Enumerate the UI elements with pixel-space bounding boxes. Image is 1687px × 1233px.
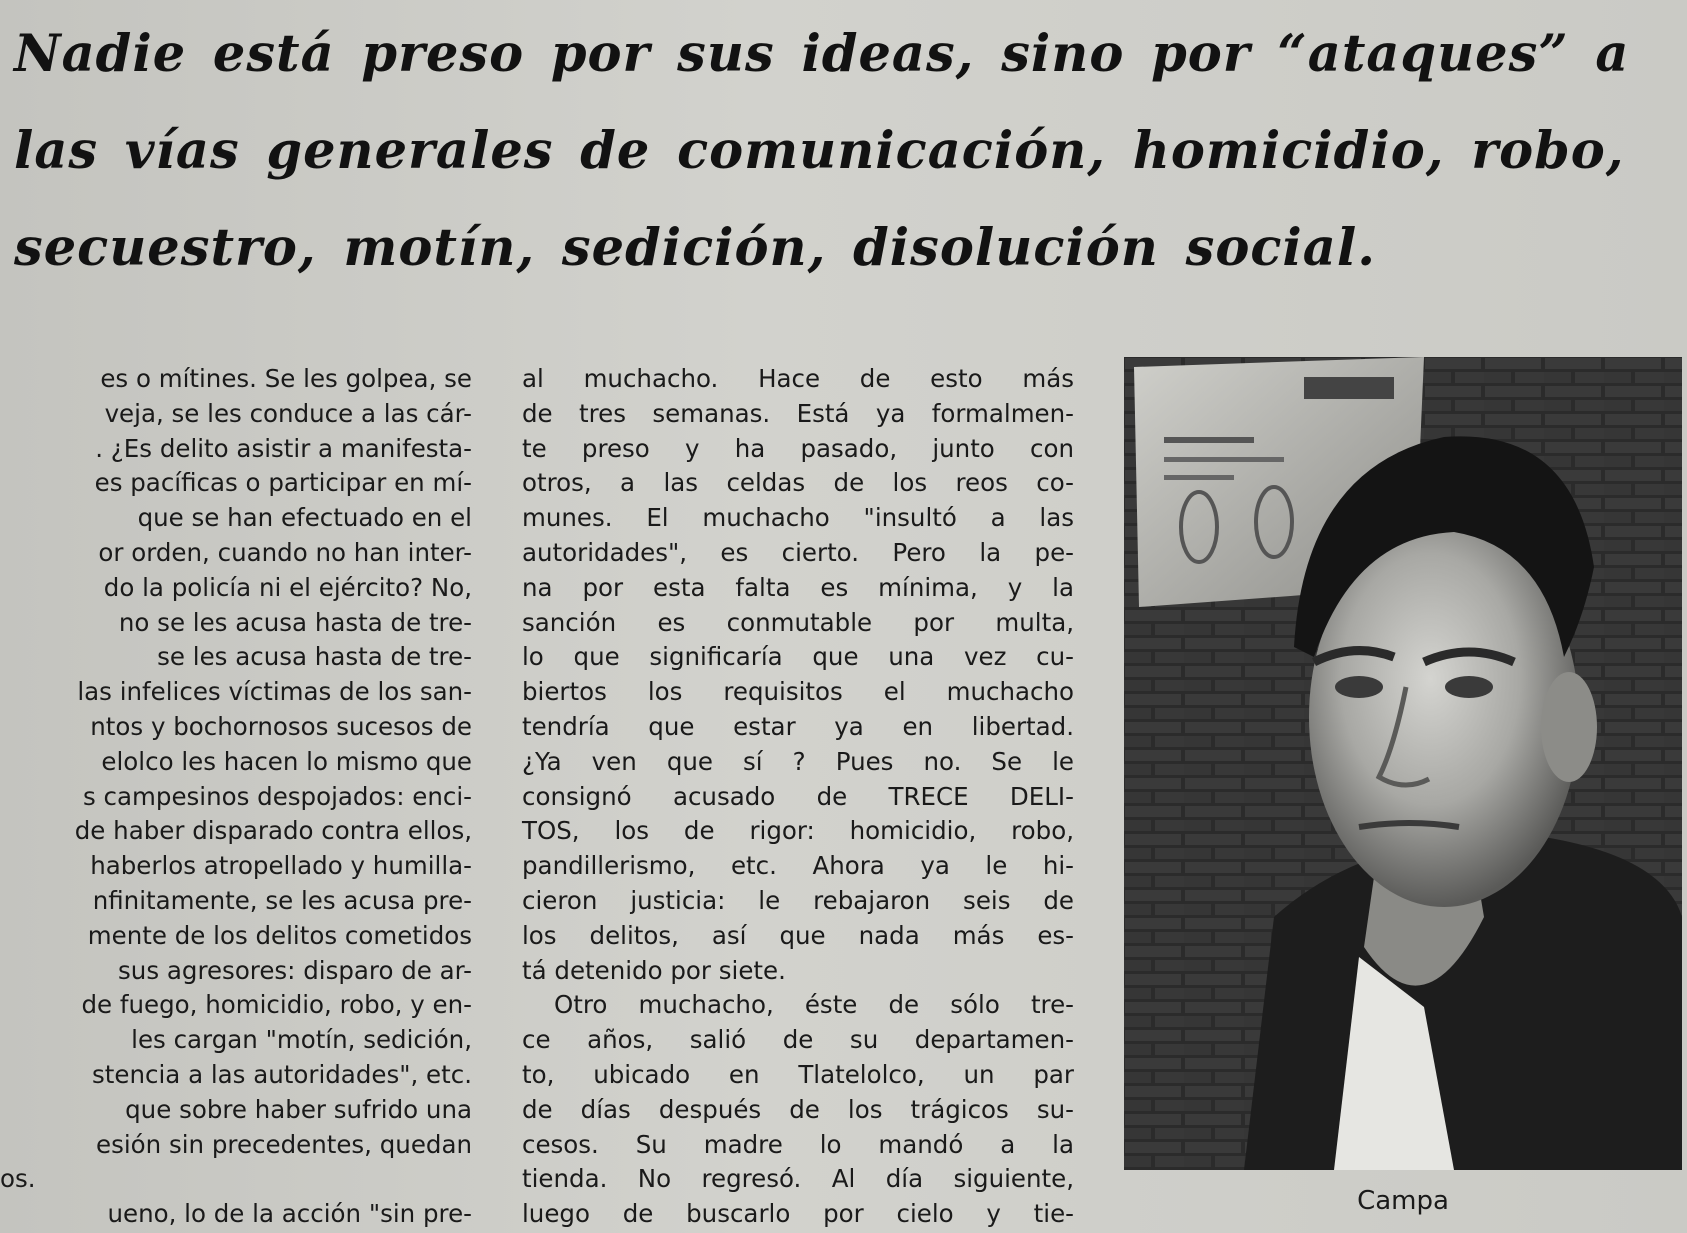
text-line: mente de los delitos cometidos bbox=[87, 920, 472, 950]
text-line: nfinitamente, se les acusa pre- bbox=[92, 885, 472, 915]
photo-caption: Campa bbox=[1357, 1186, 1449, 1216]
text-line: es o mítines. Se les golpea, se bbox=[100, 364, 472, 393]
text-line: es pacíficas o participar en mí- bbox=[94, 468, 472, 498]
text-line: se les acusa hasta de tre- bbox=[157, 642, 472, 672]
text-line: elolco les hacen lo mismo que bbox=[101, 746, 472, 776]
text-line: otros, a las celdas de los reos co- bbox=[522, 468, 1074, 498]
text-line: to, ubicado en Tlatelolco, un par bbox=[522, 1059, 1074, 1089]
text-line: de tres semanas. Está ya formalmen- bbox=[522, 398, 1074, 428]
text-line: sus agresores: disparo de ar- bbox=[118, 955, 472, 985]
text-line: ¿Ya ven que sí ? Pues no. Se le bbox=[522, 746, 1074, 776]
text-line: munes. El muchacho "insultó a las bbox=[522, 503, 1074, 533]
text-line: que sobre haber sufrido una bbox=[125, 1094, 472, 1124]
text-line: . ¿Es delito asistir a manifesta- bbox=[95, 433, 472, 463]
text-line: or orden, cuando no han inter- bbox=[98, 537, 472, 567]
text-line: biertos los requisitos el muchacho bbox=[522, 677, 1074, 707]
text-line: ce años, salió de su departamen- bbox=[522, 1025, 1074, 1055]
text-line: las infelices víctimas de los san- bbox=[77, 677, 472, 707]
text-line: pandillerismo, etc. Ahora ya le hi- bbox=[522, 851, 1074, 881]
text-line: de fuego, homicidio, robo, y en- bbox=[81, 990, 472, 1020]
text-line: al muchacho. Hace de esto más bbox=[522, 364, 1074, 393]
text-line: stencia a las autoridades", etc. bbox=[92, 1059, 472, 1089]
text-line: lo que significaría que una vez cu- bbox=[522, 642, 1074, 672]
text-line: que se han efectuado en el bbox=[137, 503, 472, 533]
text-line: ntos y bochornosos sucesos de bbox=[90, 711, 472, 741]
text-line: s campesinos despojados: enci- bbox=[83, 781, 472, 811]
text-line: esión sin precedentes, quedan bbox=[96, 1129, 472, 1159]
text-line: cieron justicia: le rebajaron seis de bbox=[522, 885, 1074, 915]
headline-line: secuestro, motín, sedición, disolución social. bbox=[14, 218, 1376, 278]
text-line: luego de buscarlo por cielo y tie- bbox=[522, 1199, 1074, 1229]
text-line: veja, se les conduce a las cár- bbox=[104, 398, 472, 428]
text-line: TOS, los de rigor: homicidio, robo, bbox=[522, 816, 1074, 846]
text-line: los delitos, así que nada más es- bbox=[522, 920, 1074, 950]
text-line: do la policía ni el ejército? No, bbox=[103, 572, 472, 602]
text-line: autoridades", es cierto. Pero la pe- bbox=[522, 537, 1074, 567]
headline-line: las vías generales de comunicación, homicidio, robo, bbox=[14, 121, 1625, 181]
text-line: tá detenido por siete. bbox=[522, 955, 786, 985]
text-line: os. bbox=[0, 1164, 36, 1194]
text-line: tendría que estar ya en libertad. bbox=[522, 711, 1074, 741]
text-line: Otro muchacho, éste de sólo tre- bbox=[554, 990, 1074, 1020]
left-column bbox=[0, 362, 472, 1232]
middle-column bbox=[522, 362, 1074, 1232]
portrait-image bbox=[1124, 357, 1682, 1170]
text-line: tienda. No regresó. Al día siguiente, bbox=[522, 1164, 1074, 1194]
text-line: sanción es conmutable por multa, bbox=[522, 607, 1074, 637]
portrait-photo bbox=[1124, 357, 1682, 1170]
text-line: ueno, lo de la acción "sin pre- bbox=[107, 1199, 472, 1229]
text-line: consignó acusado de TRECE DELI- bbox=[522, 781, 1074, 811]
text-line: no se les acusa hasta de tre- bbox=[118, 607, 472, 637]
headline-line: Nadie está preso por sus ideas, sino por “ataques” a bbox=[14, 24, 1630, 84]
text-line: de haber disparado contra ellos, bbox=[74, 816, 472, 846]
text-line: haberlos atropellado y humilla- bbox=[90, 851, 472, 881]
text-line: na por esta falta es mínima, y la bbox=[522, 572, 1074, 602]
headline bbox=[14, 6, 1654, 297]
text-line: les cargan "motín, sedición, bbox=[131, 1025, 472, 1055]
text-line: de días después de los trágicos su- bbox=[522, 1094, 1074, 1124]
text-line: cesos. Su madre lo mandó a la bbox=[522, 1129, 1074, 1159]
text-line: te preso y ha pasado, junto con bbox=[522, 433, 1074, 463]
